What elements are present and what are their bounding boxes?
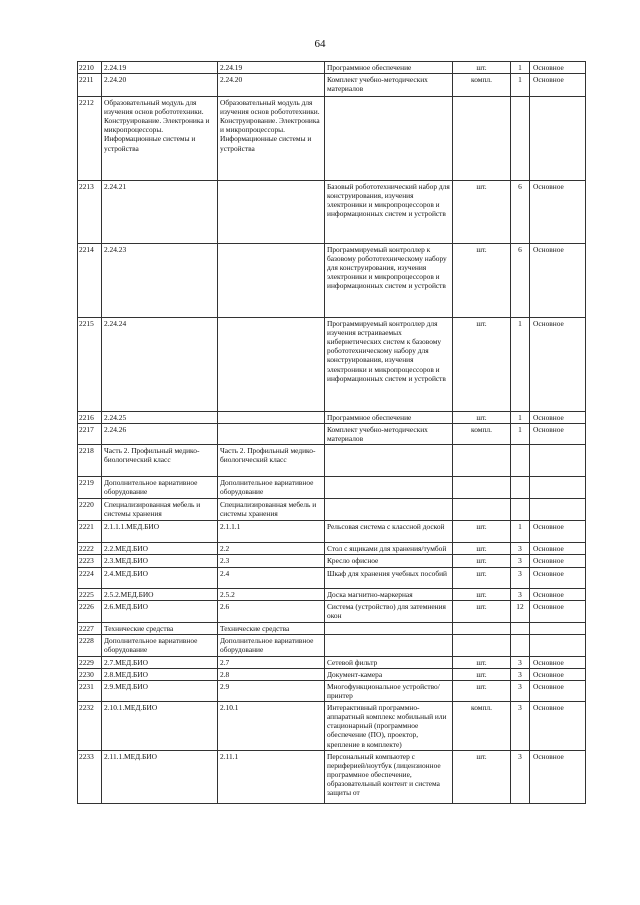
item-code: 2.6.МЕД.БИО (102, 600, 218, 622)
item-code: 2.24.21 (102, 181, 218, 244)
unit-of-measure (453, 622, 511, 634)
table-row (78, 600, 586, 622)
equipment-type: Основное (530, 62, 586, 74)
table-row (78, 477, 586, 499)
quantity (511, 622, 530, 634)
item-name: Технические средства (218, 622, 325, 634)
item-name: 2.11.1 (218, 750, 325, 803)
item-code: Образовательный модуль для изучения основ робототехники. Конструирование. Электроника и микропроцессоры. Информационные системы и устройства (102, 97, 218, 181)
item-name (218, 181, 325, 244)
quantity: 3 (511, 567, 530, 588)
row-number: 2224 (78, 567, 102, 588)
unit-of-measure: шт. (453, 62, 511, 74)
unit-of-measure: компл. (453, 702, 511, 750)
equipment-type: Основное (530, 600, 586, 622)
item-name: 2.2 (218, 543, 325, 555)
unit-of-measure: шт. (453, 588, 511, 600)
row-number: 2212 (78, 97, 102, 181)
quantity: 3 (511, 588, 530, 600)
equipment-type: Основное (530, 588, 586, 600)
row-number: 2225 (78, 588, 102, 600)
item-description (325, 634, 453, 656)
item-description (325, 445, 453, 477)
quantity: 3 (511, 702, 530, 750)
item-description: Рельсовая система с классной доской (325, 521, 453, 543)
unit-of-measure: шт. (453, 668, 511, 680)
item-description: Комплект учебно-методических материалов (325, 424, 453, 445)
table-row (78, 62, 586, 74)
item-description (325, 499, 453, 521)
unit-of-measure (453, 97, 511, 181)
quantity: 1 (511, 74, 530, 97)
table-row (78, 555, 586, 567)
row-number: 2227 (78, 622, 102, 634)
row-number: 2231 (78, 680, 102, 701)
item-code: Часть 2. Профильный медико-биологический класс (102, 445, 218, 477)
item-code: Технические средства (102, 622, 218, 634)
unit-of-measure: шт. (453, 567, 511, 588)
item-code: 2.5.2.МЕД.БИО (102, 588, 218, 600)
item-code: 2.7.МЕД.БИО (102, 656, 218, 668)
row-number: 2213 (78, 181, 102, 244)
item-code: 2.24.24 (102, 318, 218, 412)
unit-of-measure: шт. (453, 412, 511, 424)
quantity: 3 (511, 750, 530, 803)
item-name: 2.3 (218, 555, 325, 567)
equipment-type: Основное (530, 318, 586, 412)
table-row (78, 97, 586, 181)
table-row (78, 424, 586, 445)
equipment-type: Основное (530, 543, 586, 555)
table-row (78, 244, 586, 318)
item-name: Часть 2. Профильный медико-биологический класс (218, 445, 325, 477)
row-number: 2220 (78, 499, 102, 521)
item-code: 2.8.МЕД.БИО (102, 668, 218, 680)
quantity: 12 (511, 600, 530, 622)
quantity (511, 634, 530, 656)
row-number: 2226 (78, 600, 102, 622)
item-description: Кресло офисное (325, 555, 453, 567)
unit-of-measure: шт. (453, 181, 511, 244)
table-row (78, 567, 586, 588)
equipment-type (530, 97, 586, 181)
unit-of-measure: шт. (453, 318, 511, 412)
item-code: 2.24.20 (102, 74, 218, 97)
item-code: 2.4.МЕД.БИО (102, 567, 218, 588)
item-description: Система (устройство) для затемнения окон (325, 600, 453, 622)
equipment-type: Основное (530, 555, 586, 567)
row-number: 2228 (78, 634, 102, 656)
row-number: 2215 (78, 318, 102, 412)
table-row (78, 680, 586, 701)
quantity: 1 (511, 412, 530, 424)
equipment-type: Основное (530, 244, 586, 318)
equipment-type: Основное (530, 567, 586, 588)
table-row (78, 543, 586, 555)
item-description: Интерактивный программно-аппаратный комплекс мобильный или стационарный (программное обеспечение (ПО), проектор, крепление в комплекте) (325, 702, 453, 750)
row-number: 2218 (78, 445, 102, 477)
item-code: 2.9.МЕД.БИО (102, 680, 218, 701)
item-description (325, 97, 453, 181)
table-row (78, 318, 586, 412)
table-row (78, 702, 586, 750)
equipment-type: Основное (530, 656, 586, 668)
item-name: 2.24.19 (218, 62, 325, 74)
unit-of-measure (453, 477, 511, 499)
row-number: 2229 (78, 656, 102, 668)
item-name (218, 318, 325, 412)
unit-of-measure: шт. (453, 750, 511, 803)
item-code: Дополнительное вариативное оборудование (102, 477, 218, 499)
quantity: 3 (511, 543, 530, 555)
unit-of-measure: шт. (453, 543, 511, 555)
item-name: 2.9 (218, 680, 325, 701)
item-name: Образовательный модуль для изучения основ робототехники. Конструирование. Электроника и микропроцессоры. Информационные системы и устройства (218, 97, 325, 181)
item-description: Доска магнитно-маркерная (325, 588, 453, 600)
table-row (78, 622, 586, 634)
unit-of-measure: компл. (453, 74, 511, 97)
item-name: 2.8 (218, 668, 325, 680)
item-description: Документ-камера (325, 668, 453, 680)
equipment-type: Основное (530, 424, 586, 445)
quantity: 6 (511, 244, 530, 318)
unit-of-measure (453, 499, 511, 521)
quantity: 1 (511, 62, 530, 74)
equipment-type: Основное (530, 521, 586, 543)
item-name (218, 244, 325, 318)
table-row (78, 521, 586, 543)
item-code: 2.24.25 (102, 412, 218, 424)
unit-of-measure (453, 445, 511, 477)
row-number: 2219 (78, 477, 102, 499)
quantity (511, 445, 530, 477)
item-code: 2.24.23 (102, 244, 218, 318)
item-name: 2.1.1.1 (218, 521, 325, 543)
equipment-type (530, 499, 586, 521)
item-name: 2.7 (218, 656, 325, 668)
item-code: 2.1.1.1.МЕД.БИО (102, 521, 218, 543)
table-row (78, 74, 586, 97)
item-description (325, 622, 453, 634)
quantity (511, 499, 530, 521)
item-name: 2.24.20 (218, 74, 325, 97)
item-name: 2.4 (218, 567, 325, 588)
item-description: Базовый робототехнический набор для конструирования, изучения электроники и микропроцессоров и информационных систем и устройств (325, 181, 453, 244)
table-row (78, 412, 586, 424)
quantity: 6 (511, 181, 530, 244)
equipment-type: Основное (530, 680, 586, 701)
item-description: Программируемый контроллер для изучения встраиваемых кибернетических систем к базовому робототехническому набору для конструирования, изучения электроники и микропроцессоров и информационных систем и устройств (325, 318, 453, 412)
item-code: 2.10.1.МЕД.БИО (102, 702, 218, 750)
item-description: Программируемый контроллер к базовому робототехническому набору для конструирования, изучения электроники и микропроцессоров и информационных систем и устройств (325, 244, 453, 318)
row-number: 2221 (78, 521, 102, 543)
equipment-type: Основное (530, 702, 586, 750)
equipment-type (530, 634, 586, 656)
item-name: 2.6 (218, 600, 325, 622)
row-number: 2210 (78, 62, 102, 74)
table-row (78, 750, 586, 803)
item-description (325, 477, 453, 499)
equipment-type: Основное (530, 181, 586, 244)
item-code: 2.3.МЕД.БИО (102, 555, 218, 567)
quantity: 1 (511, 424, 530, 445)
item-description: Программное обеспечение (325, 62, 453, 74)
item-name: Дополнительное вариативное оборудование (218, 634, 325, 656)
table-row (78, 656, 586, 668)
quantity: 1 (511, 318, 530, 412)
item-code: 2.24.26 (102, 424, 218, 445)
quantity (511, 97, 530, 181)
row-number: 2217 (78, 424, 102, 445)
item-name: Специализированная мебель и системы хранения (218, 499, 325, 521)
row-number: 2232 (78, 702, 102, 750)
item-code: 2.24.19 (102, 62, 218, 74)
row-number: 2211 (78, 74, 102, 97)
item-description: Стол с ящиками для хранения/тумбой (325, 543, 453, 555)
row-number: 2222 (78, 543, 102, 555)
quantity: 3 (511, 680, 530, 701)
unit-of-measure: шт. (453, 555, 511, 567)
item-code: 2.2.МЕД.БИО (102, 543, 218, 555)
quantity: 3 (511, 668, 530, 680)
table-row (78, 499, 586, 521)
table-row (78, 181, 586, 244)
row-number: 2216 (78, 412, 102, 424)
item-description: Персональный компьютер с периферией/ноутбук (лицензионное программное обеспечение, образовательный контент и система защиты от (325, 750, 453, 803)
unit-of-measure: шт. (453, 656, 511, 668)
item-name: 2.5.2 (218, 588, 325, 600)
item-description: Комплект учебно-методических материалов (325, 74, 453, 97)
quantity (511, 477, 530, 499)
equipment-type: Основное (530, 412, 586, 424)
item-name (218, 424, 325, 445)
item-description: Шкаф для хранения учебных пособий (325, 567, 453, 588)
table-row (78, 668, 586, 680)
table-row (78, 588, 586, 600)
item-code: Специализированная мебель и системы хранения (102, 499, 218, 521)
item-description: Многофункциональное устройство/принтер (325, 680, 453, 701)
item-code: 2.11.1.МЕД.БИО (102, 750, 218, 803)
quantity: 3 (511, 555, 530, 567)
row-number: 2230 (78, 668, 102, 680)
item-description: Сетевой фильтр (325, 656, 453, 668)
equipment-type (530, 445, 586, 477)
unit-of-measure: шт. (453, 680, 511, 701)
equipment-type (530, 622, 586, 634)
equipment-type: Основное (530, 74, 586, 97)
unit-of-measure: шт. (453, 521, 511, 543)
equipment-type (530, 477, 586, 499)
item-name (218, 412, 325, 424)
unit-of-measure: шт. (453, 244, 511, 318)
equipment-table (77, 61, 586, 804)
table-row (78, 634, 586, 656)
row-number: 2214 (78, 244, 102, 318)
row-number: 2233 (78, 750, 102, 803)
quantity: 3 (511, 656, 530, 668)
page-number: 64 (314, 38, 326, 50)
table-row (78, 445, 586, 477)
equipment-type: Основное (530, 668, 586, 680)
unit-of-measure: компл. (453, 424, 511, 445)
item-name: 2.10.1 (218, 702, 325, 750)
row-number: 2223 (78, 555, 102, 567)
quantity: 1 (511, 521, 530, 543)
equipment-type: Основное (530, 750, 586, 803)
item-name: Дополнительное вариативное оборудование (218, 477, 325, 499)
item-code: Дополнительное вариативное оборудование (102, 634, 218, 656)
unit-of-measure: шт. (453, 600, 511, 622)
unit-of-measure (453, 634, 511, 656)
item-description: Программное обеспечение (325, 412, 453, 424)
